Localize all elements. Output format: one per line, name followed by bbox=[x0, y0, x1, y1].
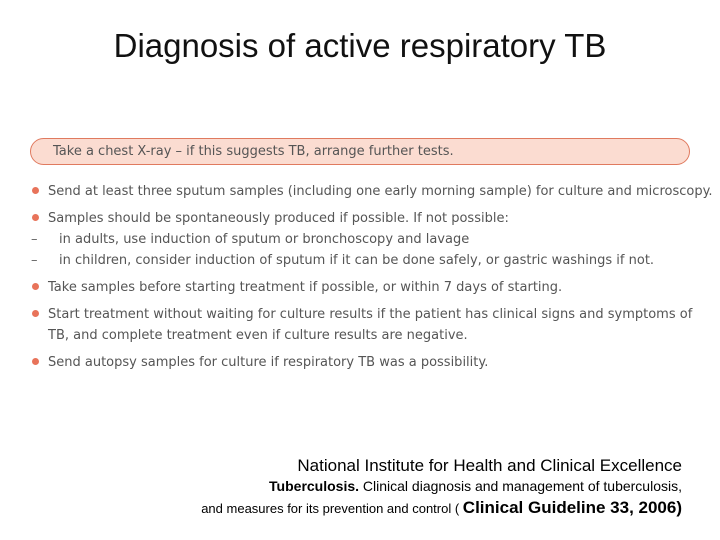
list-item bbox=[30, 208, 698, 229]
list-item-text: Send at least three sputum samples (including one early morning sample) for culture and microscopy. bbox=[48, 184, 713, 199]
sub-list-item-text: in children, consider induction of sputum if it can be done safely, or gastric washings if not. bbox=[59, 253, 655, 268]
list-item-text: TB, and complete treatment even if culture results are negative. bbox=[48, 328, 468, 343]
guideline-reference: Clinical Guideline 33, 2006) bbox=[462, 498, 682, 517]
bullet-icon bbox=[32, 214, 39, 221]
dash-icon: – bbox=[31, 253, 38, 268]
citation-organization: National Institute for Health and Clinical Excellence bbox=[297, 456, 682, 475]
bullet-icon bbox=[32, 358, 39, 365]
list-item-text: Send autopsy samples for culture if respiratory TB was a possibility. bbox=[48, 355, 489, 370]
list-item bbox=[30, 352, 698, 373]
list-item bbox=[30, 304, 698, 325]
list-item bbox=[30, 181, 713, 202]
slide-title: Diagnosis of active respiratory TB bbox=[113, 27, 607, 64]
bullet-icon bbox=[32, 283, 39, 290]
list-item-text: Start treatment without waiting for culture results if the patient has clinical signs and symptoms of bbox=[48, 307, 693, 322]
dash-icon: – bbox=[31, 232, 38, 247]
bullet-icon bbox=[32, 310, 39, 317]
citation-title-rest: Clinical diagnosis and management of tuberculosis, bbox=[359, 478, 682, 494]
callout-text: Take a chest X-ray – if this suggests TB, arrange further tests. bbox=[53, 144, 454, 159]
callout-box bbox=[30, 138, 690, 165]
sub-list-item-text: in adults, use induction of sputum or bronchoscopy and lavage bbox=[59, 232, 470, 247]
sub-list-item bbox=[30, 250, 698, 271]
guideline-excerpt bbox=[30, 126, 713, 376]
citation-title-bold: Tuberculosis. bbox=[269, 478, 360, 494]
recommendation-list bbox=[30, 181, 713, 373]
citation-prefix: and measures for its prevention and control ( bbox=[201, 501, 463, 516]
citation-reference bbox=[201, 495, 682, 520]
list-item-text: Samples should be spontaneously produced if possible. If not possible: bbox=[48, 211, 509, 226]
list-item-continuation bbox=[30, 325, 698, 346]
citation bbox=[201, 455, 682, 520]
list-item-text: Take samples before starting treatment if possible, or within 7 days of starting. bbox=[48, 280, 563, 295]
sub-list-item bbox=[30, 229, 698, 250]
citation-title bbox=[201, 477, 682, 495]
bullet-icon bbox=[32, 187, 39, 194]
list-item bbox=[30, 277, 698, 298]
